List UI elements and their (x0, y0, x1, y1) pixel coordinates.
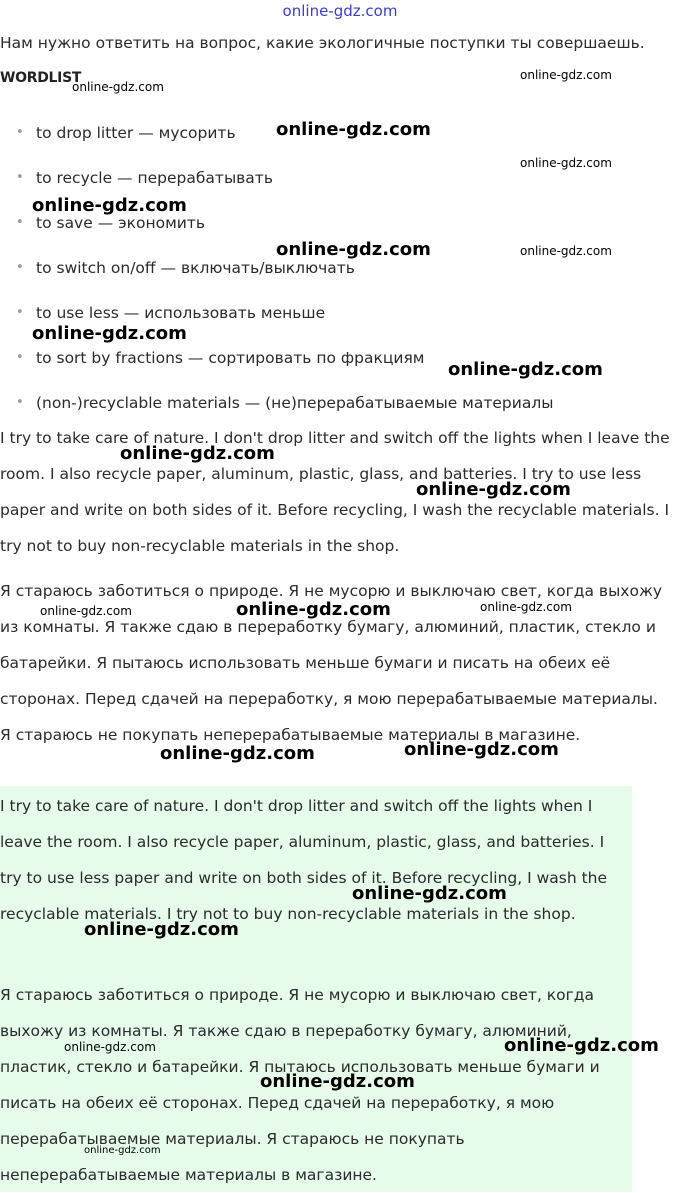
highlighted-answer-english: I try to take care of nature. I don't drop litter and switch off the lights when I leave the room. I also recycle paper, aluminum, plastic, glass, and batteries. I try to use less paper and write on both sides of it. Before recycling, I wash the recyclable materials. I try not to buy non-recyclable materials in the shop. (0, 797, 608, 923)
wordlist-item: • to drop litter — мусорить (18, 121, 236, 145)
watermark: online-gdz.com (504, 1035, 659, 1056)
watermark: online-gdz.com (84, 919, 239, 940)
watermark: online-gdz.com (32, 323, 187, 344)
answer-russian: Я стараюсь заботиться о природе. Я не мусорю и выключаю свет, когда выхожу из комнаты. Я также сдаю в переработку бумагу, алюминий, пластик, стекло и батарейки. Я пытаюсь использовать меньше бумаги и писать на обеих её сторонах. Перед сдачей на переработку, я мою перерабатываемые материалы. Я стараюсь не покупать неперерабатываемые материалы в магазине. (0, 582, 663, 744)
watermark: online-gdz.com (260, 1071, 415, 1092)
watermark: online-gdz.com (64, 1040, 156, 1054)
watermark: online-gdz.com (32, 195, 187, 216)
watermark: online-gdz.com (448, 359, 603, 380)
wordlist-item: • to sort by fractions — сортировать по фракциям (18, 346, 424, 370)
watermark: online-gdz.com (72, 80, 164, 94)
watermark: online-gdz.com (416, 479, 571, 500)
question-text: Нам нужно ответить на вопрос, какие экологичные поступки ты совершаешь. (0, 34, 645, 52)
wordlist-title: WORDLIST (0, 70, 82, 86)
watermark: online-gdz.com (276, 119, 431, 140)
watermark: online-gdz.com (404, 739, 559, 760)
watermark: online-gdz.com (480, 600, 572, 614)
watermark: online-gdz.com (520, 244, 612, 258)
site-watermark-header: online-gdz.com (282, 2, 398, 20)
watermark: online-gdz.com (352, 883, 507, 904)
watermark: online-gdz.com (40, 604, 132, 618)
wordlist-item: • (non-)recyclable materials — (не)перерабатываемые материалы (18, 391, 554, 415)
watermark: online-gdz.com (276, 239, 431, 260)
watermark: online-gdz.com (160, 743, 315, 764)
watermark: online-gdz.com (236, 599, 391, 620)
answer-english: I try to take care of nature. I don't drop litter and switch off the lights when I leave the room. I also recycle paper, aluminum, plastic, glass, and batteries. I try to use less paper and write on both sides of it. Before recycling, I wash the recyclable materials. I try not to buy non-recyclable materials in the shop. (0, 429, 670, 555)
watermark: online-gdz.com (120, 443, 275, 464)
watermark: online-gdz.com (520, 68, 612, 82)
wordlist-item: • to save — экономить (18, 211, 205, 235)
wordlist-item: • to switch on/off — включать/выключать (18, 256, 355, 280)
wordlist-item: • to use less — использовать меньше (18, 301, 325, 325)
watermark: online-gdz.com (520, 156, 612, 170)
wordlist-item: • to recycle — перерабатывать (18, 166, 273, 190)
highlighted-answer-russian: Я стараюсь заботиться о природе. Я не мусорю и выключаю свет, когда выхожу из комнаты. Я также сдаю в переработку бумагу, алюминий, пластик, стекло и батарейки. Я пытаюсь использовать меньше бумаги и писать на обеих её сторонах. Перед сдачей на переработку, я мою перерабатываемые материалы. Я стараюсь не покупать неперерабатываемые материалы в магазине. (0, 986, 600, 1184)
watermark: online-gdz.com (84, 1145, 161, 1156)
